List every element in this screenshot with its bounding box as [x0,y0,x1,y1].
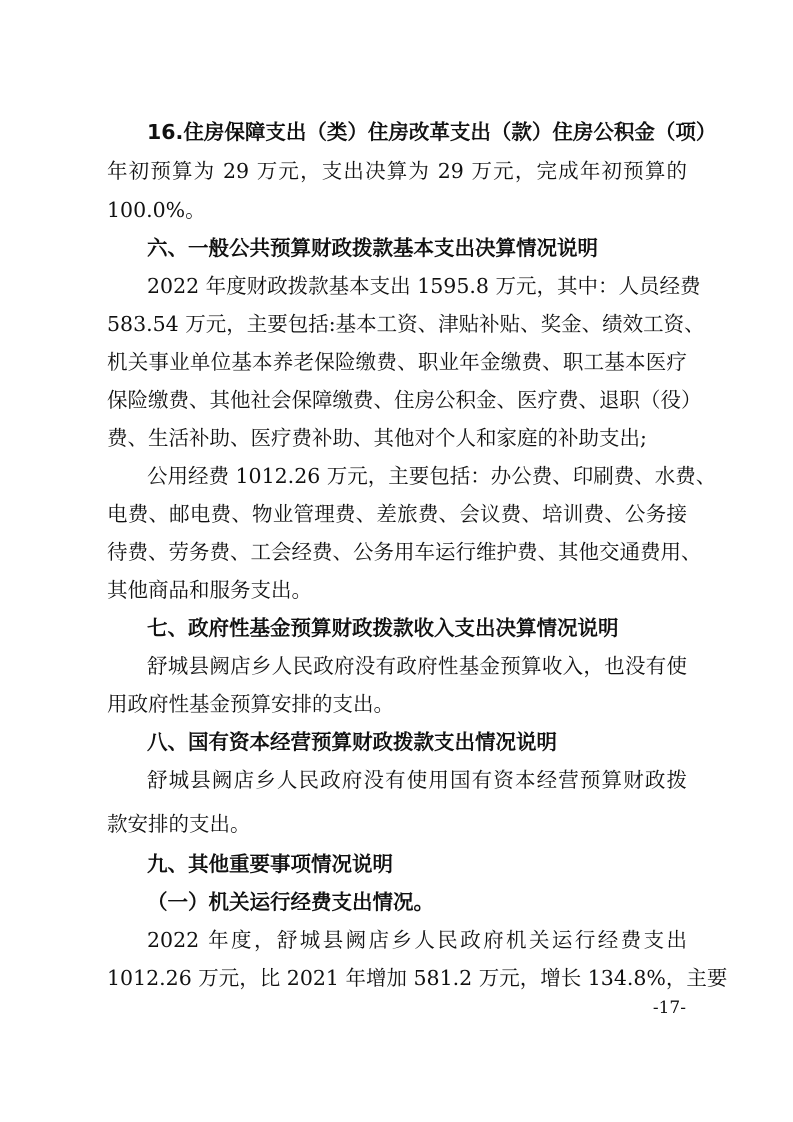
body-line: 待费、劳务费、工会经费、公务用车运行维护费、其他交通费用、 [107,540,702,564]
body-line: 电费、邮电费、物业管理费、差旅费、会议费、培训费、公务接 [107,502,687,526]
subsection-heading-1: （一）机关运行经费支出情况。 [147,890,434,914]
body-line: 100.0%。 [107,198,206,222]
body-line: 2022 年度财政拨款基本支出 1595.8 万元，其中：人员经费 [147,274,701,298]
body-line: 机关事业单位基本养老保险缴费、职业年金缴费、职工基本医疗 [107,350,687,374]
body-line: 年初预算为 29 万元，支出决算为 29 万元，完成年初预算的 [107,159,687,183]
body-line: 公用经费 1012.26 万元，主要包括：办公费、印刷费、水费、 [147,464,717,488]
section-heading-6: 六、一般公共预算财政拨款基本支出决算情况说明 [147,236,598,260]
body-line: 款安排的支出。 [107,812,251,836]
section-heading-7: 七、政府性基金预算财政拨款收入支出决算情况说明 [147,616,619,640]
body-line: 费、生活补助、医疗费补助、其他对个人和家庭的补助支出; [107,426,647,450]
body-line: 舒城县阙店乡人民政府没有政府性基金预算收入，也没有使 [147,654,687,678]
body-line: 用政府性基金预算安排的支出。 [107,692,394,716]
section-heading-9: 九、其他重要事项情况说明 [147,852,393,876]
body-line: 2022 年度，舒城县阙店乡人民政府机关运行经费支出 [147,928,687,952]
item-heading-16: 16.住房保障支出（类）住房改革支出（款）住房公积金（项） [147,120,717,144]
page-number: -17- [652,998,686,1018]
section-heading-8: 八、国有资本经营预算财政拨款支出情况说明 [147,730,557,754]
body-line: 583.54 万元，主要包括:基本工资、津贴补贴、奖金、绩效工资、 [107,312,705,336]
body-line: 其他商品和服务支出。 [107,578,312,602]
body-line: 保险缴费、其他社会保障缴费、住房公积金、医疗费、退职（役） [107,388,702,412]
body-line: 舒城县阙店乡人民政府没有使用国有资本经营预算财政拨 [147,768,687,792]
body-line: 1012.26 万元，比 2021 年增加 581.2 万元，增长 134.8%，主要 [107,966,728,990]
